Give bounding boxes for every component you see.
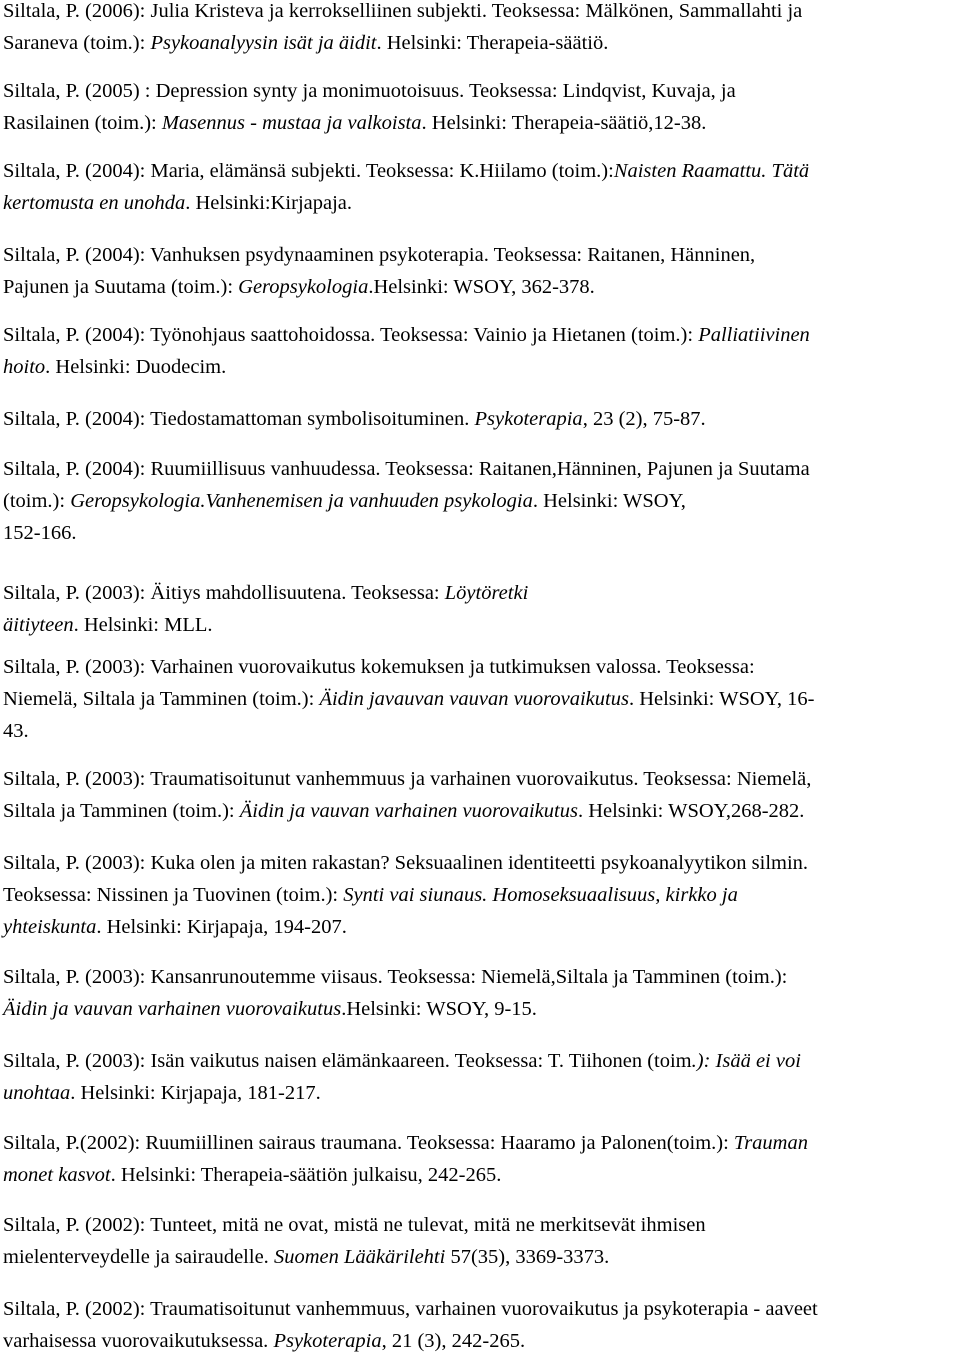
reference-text: Siltala, P. (2003): Traumatisoitunut vanhemmuus ja varhainen vuorovaikutus. Teoksessa: Niemelä, (3, 768, 812, 790)
reference-line (3, 0, 802, 26)
italic-title: Naisten Raamattu. Tätä (613, 160, 810, 182)
reference-line (3, 188, 352, 218)
reference-line (3, 912, 347, 942)
reference-line (3, 764, 811, 794)
reference-line (3, 1294, 818, 1324)
reference-text: . Helsinki: MLL. (73, 614, 213, 636)
reference-line (3, 454, 810, 484)
reference-text: Siltala, P. (2002): Tunteet, mitä ne ovat, mistä ne tulevat, mitä ne merkitsevät ihmisen (3, 1214, 706, 1236)
reference-line (3, 610, 213, 640)
reference-text: . Helsinki: Duodecim. (45, 356, 227, 378)
italic-title: Geropsykologia (238, 276, 369, 298)
reference-text: Siltala, P.(2002): Ruumiillinen sairaus traumana. Teoksessa: Haaramo ja Palonen(toim.): (3, 1132, 734, 1154)
reference-text: . Helsinki: Therapeia-säätiö. (376, 32, 609, 54)
italic-title: Psykoterapia (273, 1330, 382, 1352)
reference-text: . Helsinki: Therapeia-säätiön julkaisu, 242-265. (110, 1164, 502, 1186)
reference-line (3, 716, 29, 746)
reference-line (3, 1046, 801, 1076)
reference-line (3, 108, 706, 138)
reference-text: 152-166. (3, 522, 77, 544)
reference-line (3, 578, 528, 608)
reference-line (3, 962, 787, 992)
reference-text: , 23 (2), 75-87. (582, 408, 706, 430)
reference-line (3, 1078, 321, 1108)
reference-line (3, 652, 755, 682)
reference-line (3, 880, 738, 910)
reference-line (3, 1210, 706, 1240)
reference-text: Niemelä, Siltala ja Tamminen (toim.): (3, 688, 320, 710)
reference-text: . Helsinki:Kirjapaja. (185, 192, 353, 214)
reference-line (3, 320, 810, 350)
reference-text: 43. (3, 720, 29, 742)
reference-text: Siltala, P. (2003): Äitiys mahdollisuutena. Teoksessa: (3, 582, 445, 604)
reference-text: Siltala, P. (2003): Kansanrunoutemme viisaus. Teoksessa: Niemelä,Siltala ja Tamminen (toim.): (3, 966, 788, 988)
reference-text: 57(35), 3369-3373. (445, 1246, 610, 1268)
reference-line (3, 1128, 808, 1158)
italic-title: Psykoanalyysin isät ja äidit (150, 32, 377, 54)
reference-line (3, 240, 755, 270)
reference-line (3, 1160, 501, 1190)
reference-line (3, 684, 814, 714)
italic-title: Suomen Lääkärilehti (273, 1246, 446, 1268)
italic-title: Löytöretki (444, 582, 529, 604)
reference-line (3, 994, 537, 1024)
reference-text: . Helsinki: WSOY,268-282. (577, 800, 805, 822)
italic-title: Äidin ja vauvan varhainen vuorovaikutus (3, 998, 342, 1020)
reference-line (3, 1242, 609, 1272)
italic-title: Masennus - mustaa ja valkoista (161, 112, 422, 134)
reference-line (3, 848, 808, 878)
reference-text: Siltala, P. (2004): Vanhuksen psydynaaminen psykoterapia. Teoksessa: Raitanen, Hänninen, (3, 244, 756, 266)
reference-text: (toim.): (3, 490, 71, 512)
reference-line (3, 1326, 525, 1356)
reference-text: Siltala ja Tamminen (toim.): (3, 800, 240, 822)
italic-title: Psykoterapia (474, 408, 583, 430)
reference-line (3, 352, 226, 382)
reference-text: Pajunen ja Suutama (toim.): (3, 276, 239, 298)
reference-line (3, 76, 736, 106)
italic-title: Äidin javauvan vauvan vuorovaikutus (319, 688, 629, 710)
reference-text: . Helsinki: WSOY, 16- (628, 688, 815, 710)
italic-title: Trauman (733, 1132, 808, 1154)
italic-title: kertomusta en unohda (3, 192, 186, 214)
reference-text: . Helsinki: Kirjapaja, 194-207. (96, 916, 347, 938)
italic-title: Äidin ja vauvan varhainen vuorovaikutus (239, 800, 578, 822)
reference-text: Siltala, P. (2004): Tiedostamattoman symbolisoituminen. (3, 408, 475, 430)
italic-title: monet kasvot (3, 1164, 111, 1186)
reference-line (3, 272, 595, 302)
reference-text: Siltala, P. (2003): Kuka olen ja miten rakastan? Seksuaalinen identiteetti psykoanalyytikon silmin. (3, 852, 809, 874)
reference-text: Siltala, P. (2005) : Depression synty ja monimuotoisuus. Teoksessa: Lindqvist, Kuvaja, ja (3, 80, 736, 102)
reference-text: Siltala, P. (2003): Isän vaikutus naisen elämänkaareen. Teoksessa: T. Tiihonen (toim (3, 1050, 692, 1072)
italic-title: yhteiskunta (3, 916, 97, 938)
reference-text: Siltala, P. (2004): Maria, elämänsä subjekti. Teoksessa: K.Hiilamo (toim.): (3, 160, 614, 182)
reference-text: Teoksessa: Nissinen ja Tuovinen (toim.): (3, 884, 344, 906)
reference-text: . Helsinki: WSOY, (532, 490, 686, 512)
reference-line (3, 518, 76, 548)
reference-text: .Helsinki: WSOY, 9-15. (341, 998, 537, 1020)
italic-title: unohtaa (3, 1082, 71, 1104)
reference-text: . Helsinki: Therapeia-säätiö,12-38. (421, 112, 707, 134)
reference-text: .Helsinki: WSOY, 362-378. (368, 276, 595, 298)
italic-title: Palliatiivinen (698, 324, 810, 346)
reference-text: Siltala, P. (2002): Traumatisoitunut vanhemmuus, varhainen vuorovaikutus ja psykoterapia - aaveet (3, 1298, 818, 1320)
italic-title: äitiyteen (3, 614, 74, 636)
italic-title: .): Isää ei voi (691, 1050, 801, 1072)
reference-line (3, 404, 706, 434)
reference-text: Siltala, P. (2004): Työnohjaus saattohoidossa. Teoksessa: Vainio ja Hietanen (toim.): (3, 324, 699, 346)
reference-line (3, 156, 809, 186)
reference-text: Siltala, P. (2006): Julia Kristeva ja kerrokselliinen subjekti. Teoksessa: Mälkönen, Sammallahti ja (3, 0, 803, 22)
reference-text: Saraneva (toim.): (3, 32, 151, 54)
reference-line (3, 796, 804, 826)
italic-title: Synti vai siunaus. Homoseksuaalisuus, kirkko ja (343, 884, 738, 906)
reference-text: Siltala, P. (2003): Varhainen vuorovaikutus kokemuksen ja tutkimuksen valossa. Teoksessa: (3, 656, 755, 678)
reference-text: . Helsinki: Kirjapaja, 181-217. (70, 1082, 321, 1104)
reference-line (3, 486, 686, 516)
reference-text: Siltala, P. (2004): Ruumiillisuus vanhuudessa. Teoksessa: Raitanen,Hänninen, Pajunen ja Suutama (3, 458, 810, 480)
italic-title: hoito (3, 356, 46, 378)
reference-text: Rasilainen (toim.): (3, 112, 162, 134)
reference-text: , 21 (3), 242-265. (381, 1330, 526, 1352)
reference-text: mielenterveydelle ja sairaudelle. (3, 1246, 274, 1268)
italic-title: Geropsykologia.Vanhenemisen ja vanhuuden psykologia (70, 490, 533, 512)
reference-line (3, 28, 608, 58)
reference-text: varhaisessa vuorovaikutuksessa. (3, 1330, 274, 1352)
